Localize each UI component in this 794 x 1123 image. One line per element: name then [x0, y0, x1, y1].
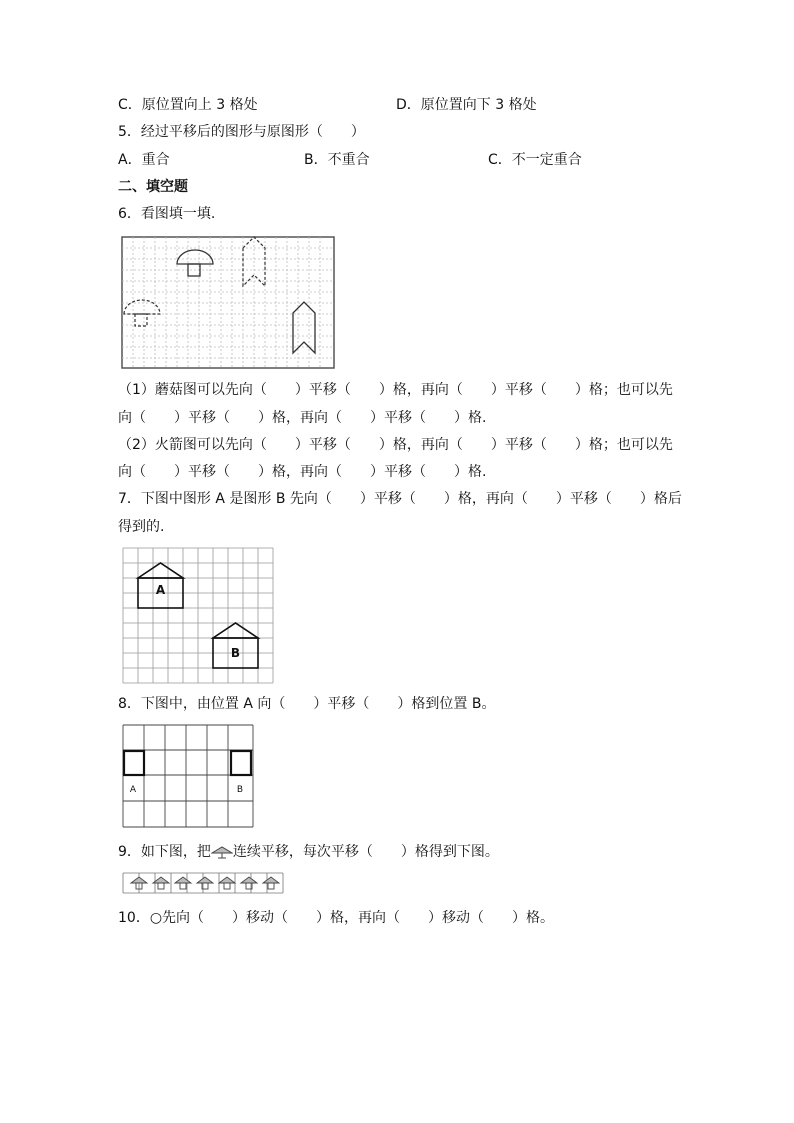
q10-stem: 10．○先向（ ）移动（ ）格，再向（ ）移动（ ）格。	[118, 910, 555, 926]
house-b-label: B	[230, 646, 241, 660]
q9-stem	[118, 842, 499, 862]
q6-part2-line1: （2）火箭图可以先向（ ）平移（ ）格，再向（ ）平移（ ）格；也可以先	[118, 437, 673, 453]
q9-figure	[122, 870, 284, 896]
house-a-label: A	[155, 583, 166, 597]
q7-figure	[122, 547, 274, 684]
q5-option-c: C．不一定重合	[488, 152, 582, 168]
q6-part2-line2: 向（ ）平移（ ）格，再向（ ）平移（ ）格.	[118, 464, 487, 480]
q6-part1-line2: 向（ ）平移（ ）格，再向（ ）平移（ ）格.	[118, 410, 487, 426]
q9-suffix: 连续平移，每次平移（ ）格得到下图。	[232, 844, 499, 860]
q4-option-c: C．原位置向上 3 格处	[118, 97, 258, 113]
q8-stem: 8．下图中，由位置 A 向（ ）平移（ ）格到位置 B。	[118, 696, 496, 712]
position-b-box	[231, 751, 251, 775]
q9-prefix: 9．如下图，把	[118, 844, 211, 860]
q4-option-d: D．原位置向下 3 格处	[396, 97, 537, 113]
position-b-label: B	[236, 785, 244, 795]
section-title: 二、填空题	[118, 179, 188, 195]
q5-stem: 5．经过平移后的图形与原图形（ ）	[118, 124, 365, 140]
q6-part1-line1: （1）蘑菇图可以先向（ ）平移（ ）格，再向（ ）平移（ ）格；也可以先	[118, 382, 673, 398]
position-a-label: A	[129, 785, 137, 795]
q7-line1: 7．下图中图形 A 是图形 B 先向（ ）平移（ ）格，再向（ ）平移（ ）格后	[118, 491, 682, 507]
q5-option-a: A．重合	[118, 152, 170, 168]
q6-figure	[121, 236, 335, 369]
position-a-box	[124, 751, 144, 775]
q7-line2: 得到的.	[118, 519, 165, 535]
q8-figure	[122, 724, 255, 828]
q5-option-b: B．不重合	[304, 152, 370, 168]
q6-stem: 6．看图填一填.	[118, 206, 216, 222]
lamp-shape-icon	[211, 845, 233, 859]
